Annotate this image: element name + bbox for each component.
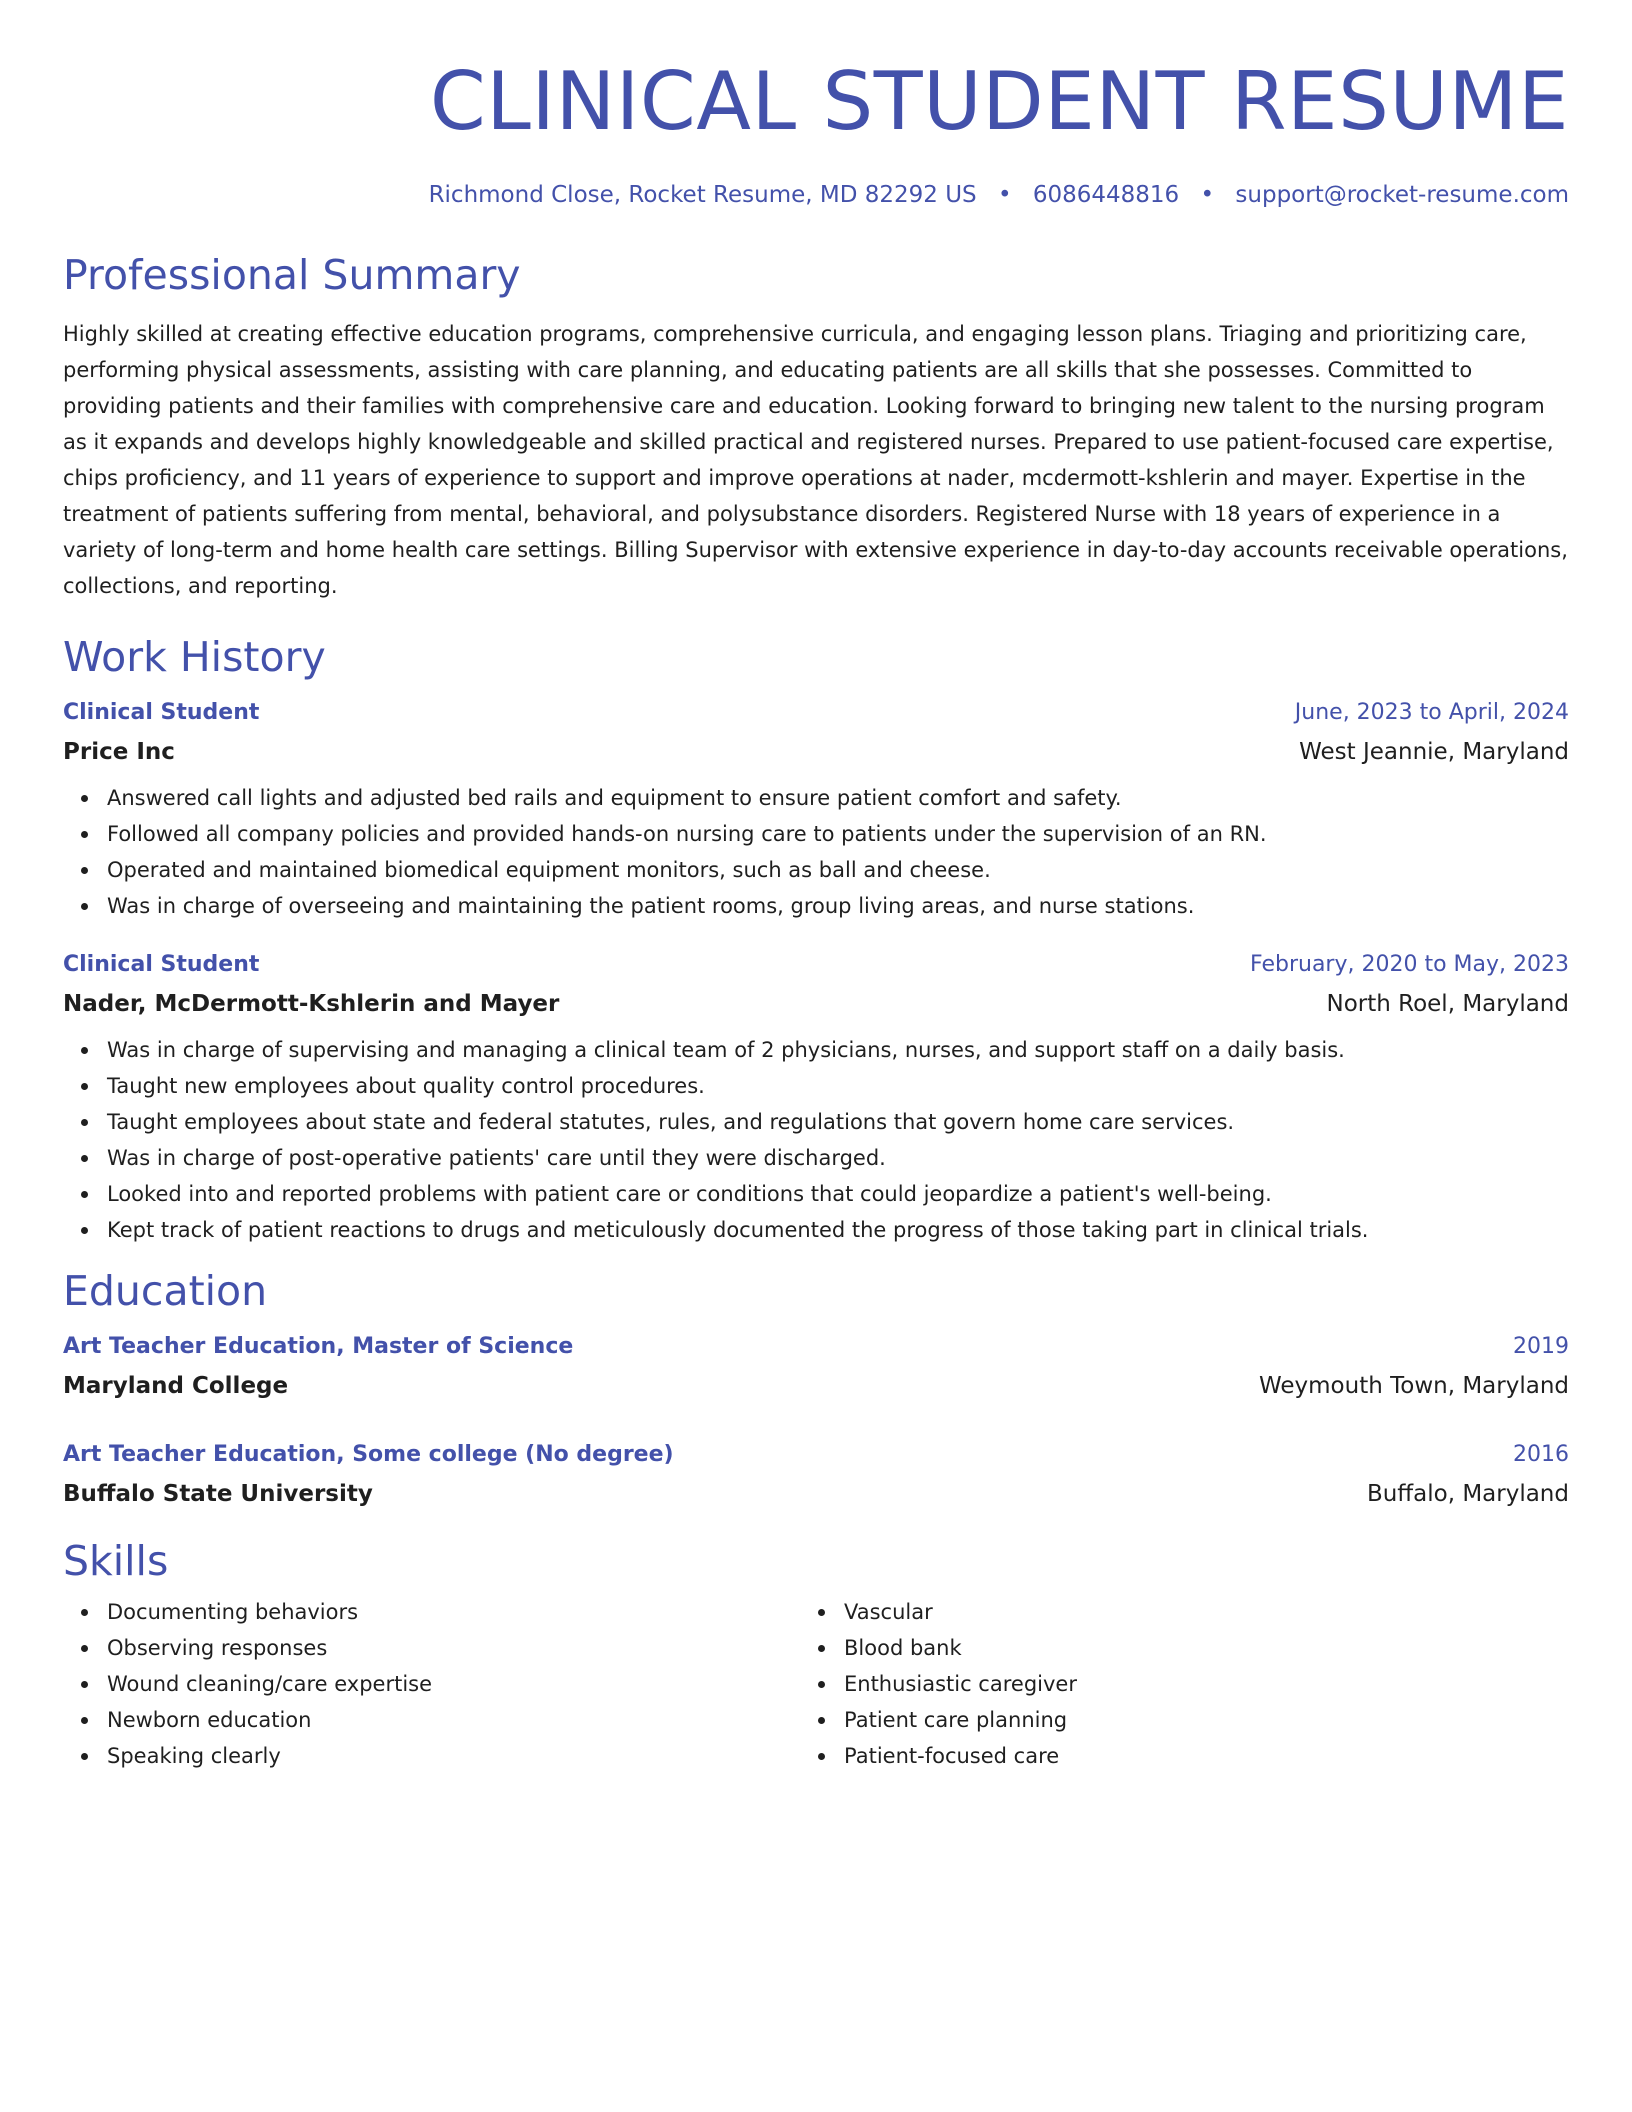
work-heading: Work History <box>63 633 326 681</box>
summary-heading: Professional Summary <box>63 251 521 299</box>
job-entry <box>63 694 1569 924</box>
job-location: West Jeannie, Maryland <box>1299 739 1569 765</box>
job-company: Price Inc <box>63 739 175 765</box>
job-dates: June, 2023 to April, 2024 <box>1294 700 1569 725</box>
job-bullet: Looked into and reported problems with patient care or conditions that could jeopardize a patient's well-being. <box>107 1176 1569 1212</box>
job-bullets <box>63 1032 1569 1248</box>
education-degree: Art Teacher Education, Some college (No degree) <box>63 1442 674 1467</box>
job-location: North Roel, Maryland <box>1326 991 1569 1017</box>
job-bullets <box>63 780 1569 924</box>
job-bullet: Taught employees about state and federal statutes, rules, and regulations that govern home care services. <box>107 1104 1569 1140</box>
job-title: Clinical Student <box>63 700 260 725</box>
education-section <box>63 1266 1569 1514</box>
skills-columns <box>63 1594 1569 1774</box>
job-bullet: Answered call lights and adjusted bed rails and equipment to ensure patient comfort and safety. <box>107 780 1569 816</box>
job-bullet: Was in charge of post-operative patients' care until they were discharged. <box>107 1140 1569 1176</box>
job-company-row <box>63 984 1569 1024</box>
education-school: Maryland College <box>63 1373 289 1399</box>
education-location: Weymouth Town, Maryland <box>1258 1373 1569 1399</box>
job-company-row <box>63 732 1569 772</box>
education-entry <box>63 1328 1569 1406</box>
skill-item: Patient-focused care <box>844 1738 1537 1774</box>
job-dates: February, 2020 to May, 2023 <box>1250 952 1569 977</box>
education-year: 2016 <box>1513 1442 1569 1467</box>
skills-list <box>800 1594 1537 1774</box>
contact-line <box>63 180 1569 210</box>
job-title: Clinical Student <box>63 952 260 977</box>
education-degree: Art Teacher Education, Master of Science <box>63 1334 574 1359</box>
skill-item: Speaking clearly <box>107 1738 800 1774</box>
skill-item: Newborn education <box>107 1702 800 1738</box>
education-year: 2019 <box>1513 1334 1569 1359</box>
education-entry <box>63 1436 1569 1514</box>
resume-title: CLINICAL STUDENT RESUME <box>429 55 1569 148</box>
education-school-row <box>63 1366 1569 1406</box>
skills-column-right <box>800 1594 1537 1774</box>
contact-separator: • <box>1200 182 1215 208</box>
summary-text: Highly skilled at creating effective education programs, comprehensive curricula, and engaging lesson plans. Triaging and prioritizing care, performing physical assessments, assisting with care planning, and educating patients are all skills that she possesses. Committed to providing patients and their families with comprehensive care and education. Looking forward to bringing new talent to the nursing program as it expands and develops highly knowledgeable and skilled practical and registered nurses. Prepared to use patient-focused care expertise, chips proficiency, and 11 years of experience to support and improve operations at nader, mcdermott-kshlerin and mayer. Expertise in the treatment of patients suffering from mental, behavioral, and polysubstance disorders. Registered Nurse with 18 years of experience in a variety of long-term and home health care settings. Billing Supervisor with extensive experience in day-to-day accounts receivable operations, collections, and reporting. <box>63 322 1568 598</box>
education-location: Buffalo, Maryland <box>1366 1481 1569 1507</box>
job-bullet: Was in charge of overseeing and maintaining the patient rooms, group living areas, and nurse stations. <box>107 888 1569 924</box>
job-header-row <box>63 694 1569 732</box>
skill-item: Enthusiastic caregiver <box>844 1666 1537 1702</box>
summary-section <box>63 250 1569 604</box>
skills-list <box>63 1594 800 1774</box>
contact-phone: 6086448816 <box>1032 182 1180 208</box>
education-header-row <box>63 1436 1569 1474</box>
resume-header <box>63 0 1569 210</box>
job-company: Nader, McDermott-Kshlerin and Mayer <box>63 991 560 1017</box>
job-bullet: Followed all company policies and provided hands-on nursing care to patients under the supervision of an RN. <box>107 816 1569 852</box>
education-school: Buffalo State University <box>63 1481 373 1507</box>
skill-item: Observing responses <box>107 1630 800 1666</box>
contact-separator: • <box>997 182 1012 208</box>
contact-email: support@rocket-resume.com <box>1235 182 1569 208</box>
education-school-row <box>63 1474 1569 1514</box>
skill-item: Documenting behaviors <box>107 1594 800 1630</box>
skills-column-left <box>63 1594 800 1774</box>
skill-item: Vascular <box>844 1594 1537 1630</box>
job-entry <box>63 946 1569 1248</box>
skill-item: Patient care planning <box>844 1702 1537 1738</box>
skills-heading: Skills <box>63 1537 169 1585</box>
education-header-row <box>63 1328 1569 1366</box>
work-section <box>63 632 1569 1248</box>
education-heading: Education <box>63 1267 268 1315</box>
skill-item: Wound cleaning/care expertise <box>107 1666 800 1702</box>
job-bullet: Taught new employees about quality control procedures. <box>107 1068 1569 1104</box>
job-bullet: Kept track of patient reactions to drugs and meticulously documented the progress of those taking part in clinical trials. <box>107 1212 1569 1248</box>
job-header-row <box>63 946 1569 984</box>
skills-section <box>63 1536 1569 1774</box>
contact-address: Richmond Close, Rocket Resume, MD 82292 US <box>428 182 977 208</box>
job-bullet: Was in charge of supervising and managing a clinical team of 2 physicians, nurses, and support staff on a daily basis. <box>107 1032 1569 1068</box>
job-bullet: Operated and maintained biomedical equipment monitors, such as ball and cheese. <box>107 852 1569 888</box>
skill-item: Blood bank <box>844 1630 1537 1666</box>
